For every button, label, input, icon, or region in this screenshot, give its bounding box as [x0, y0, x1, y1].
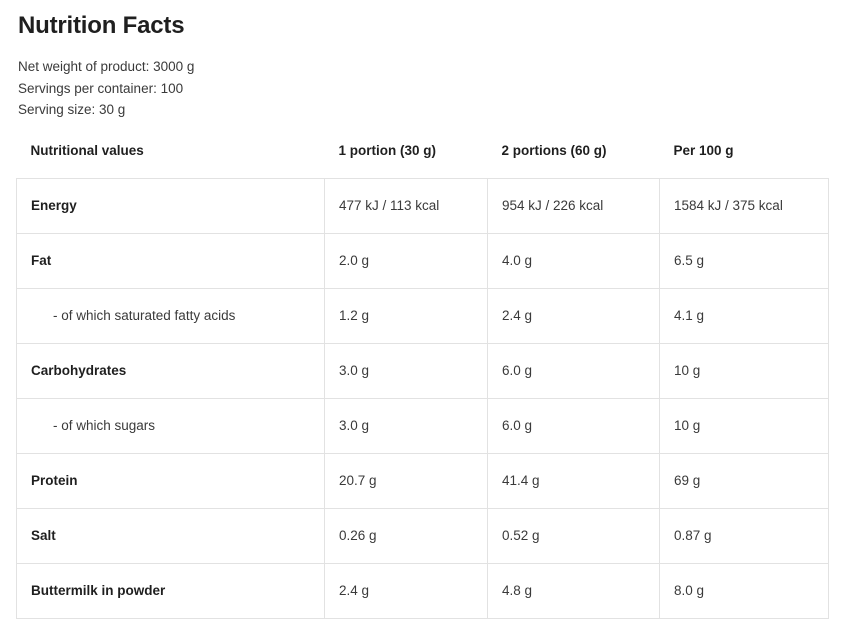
table-body	[17, 178, 829, 618]
row-value-one-portion: 3.0 g	[325, 398, 488, 453]
page-title: Nutrition Facts	[18, 12, 185, 39]
column-header-per-100g: Per 100 g	[673, 142, 734, 158]
row-value-one-portion: 20.7 g	[325, 453, 488, 508]
row-value-per-100g: 69 g	[660, 453, 829, 508]
row-label: Carbohydrates	[17, 343, 325, 398]
row-value-one-portion: 0.26 g	[325, 508, 488, 563]
table-row	[17, 233, 829, 288]
row-value-two-portions: 4.8 g	[488, 563, 660, 618]
row-value-per-100g: 4.1 g	[660, 288, 829, 343]
row-value-one-portion: 1.2 g	[325, 288, 488, 343]
table-row	[17, 288, 829, 343]
table-row	[17, 343, 829, 398]
servings-per-container-line: Servings per container: 100	[18, 80, 184, 96]
row-label: - of which saturated fatty acids	[17, 288, 325, 343]
row-label: Energy	[17, 178, 325, 233]
table-row	[17, 508, 829, 563]
table-row	[17, 178, 829, 233]
row-value-two-portions: 954 kJ / 226 kcal	[488, 178, 660, 233]
row-label: Fat	[17, 233, 325, 288]
nutrition-table	[16, 137, 829, 619]
table-row	[17, 398, 829, 453]
row-value-one-portion: 477 kJ / 113 kcal	[325, 178, 488, 233]
row-value-two-portions: 6.0 g	[488, 398, 660, 453]
row-value-two-portions: 41.4 g	[488, 453, 660, 508]
row-value-per-100g: 0.87 g	[660, 508, 829, 563]
row-value-two-portions: 4.0 g	[488, 233, 660, 288]
column-header-one-portion: 1 portion (30 g)	[338, 142, 436, 158]
row-value-per-100g: 6.5 g	[660, 233, 829, 288]
row-label: Buttermilk in powder	[17, 563, 325, 618]
row-value-per-100g: 10 g	[660, 343, 829, 398]
table-row	[17, 453, 829, 508]
row-value-per-100g: 8.0 g	[660, 563, 829, 618]
net-weight-line: Net weight of product: 3000 g	[18, 59, 195, 74]
row-value-one-portion: 2.4 g	[325, 563, 488, 618]
column-header-two-portions: 2 portions (60 g)	[501, 142, 607, 158]
row-label: Protein	[17, 453, 325, 508]
row-value-two-portions: 2.4 g	[488, 288, 660, 343]
row-value-per-100g: 10 g	[660, 398, 829, 453]
row-label: - of which sugars	[17, 398, 325, 453]
product-meta	[18, 56, 828, 121]
row-value-one-portion: 3.0 g	[325, 343, 488, 398]
table-header	[17, 137, 829, 179]
table-header-row	[17, 137, 829, 179]
row-label: Salt	[17, 508, 325, 563]
row-value-per-100g: 1584 kJ / 375 kcal	[660, 178, 829, 233]
row-value-one-portion: 2.0 g	[325, 233, 488, 288]
column-header-nutritional-values: Nutritional values	[30, 142, 144, 158]
serving-size-line: Serving size: 30 g	[18, 102, 126, 117]
row-value-two-portions: 6.0 g	[488, 343, 660, 398]
table-row	[17, 563, 829, 618]
row-value-two-portions: 0.52 g	[488, 508, 660, 563]
